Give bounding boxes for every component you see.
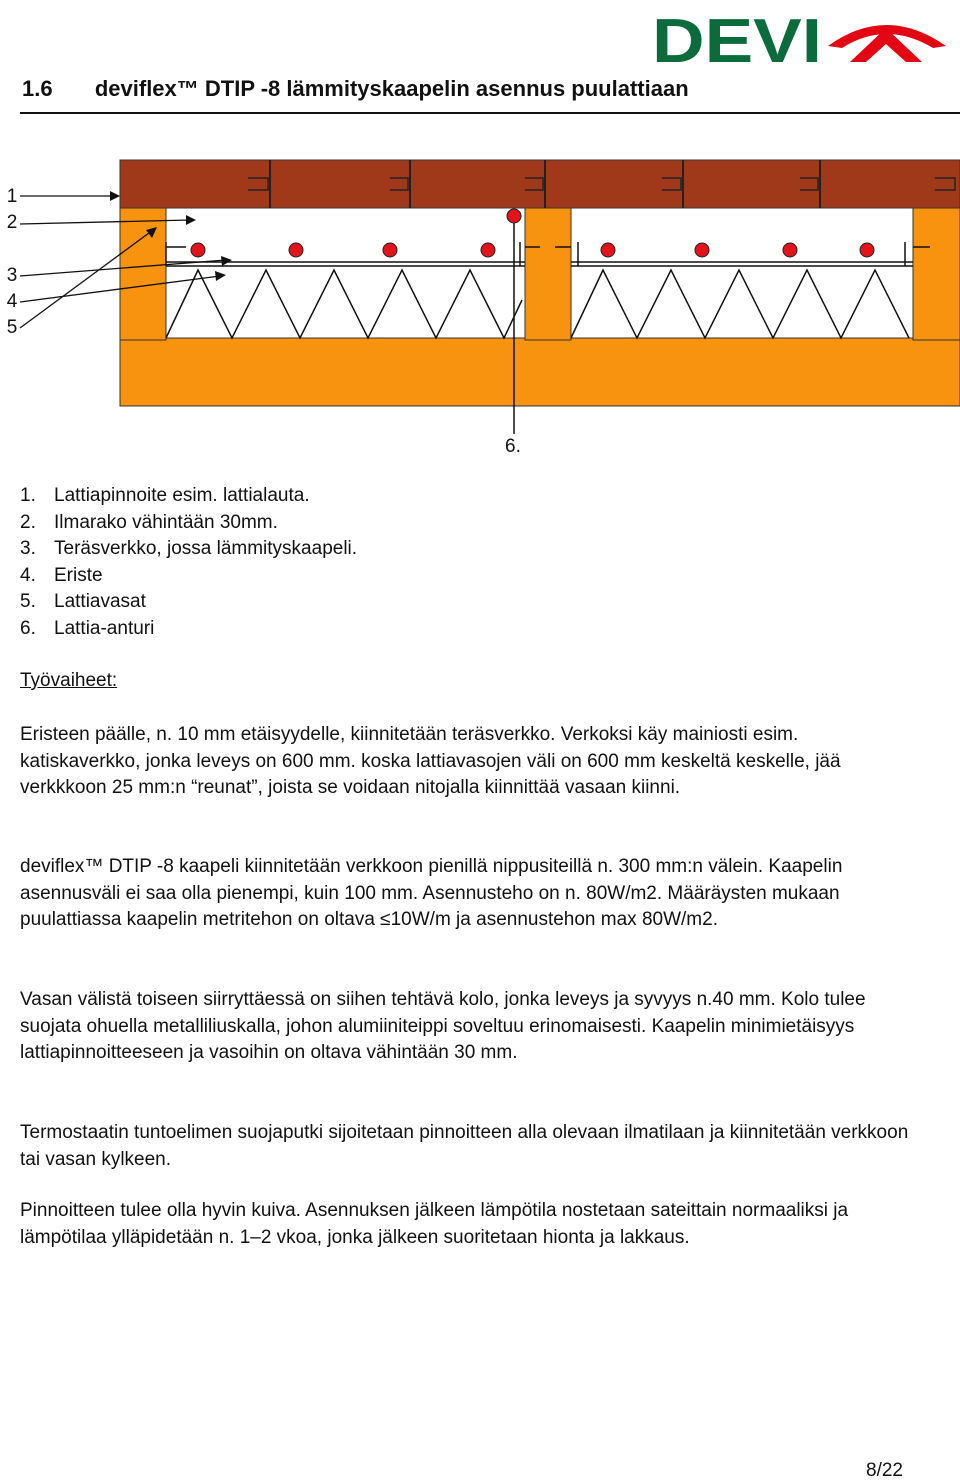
diagram-svg: [0, 150, 960, 470]
layer-label-4: 4: [6, 291, 18, 312]
joist-middle: [525, 208, 571, 340]
cable-dot-icon: [191, 243, 205, 257]
arrow-icon: [110, 191, 120, 201]
cable-dot-icon: [601, 243, 615, 257]
paragraph-3: Vasan välistä toiseen siirryttäessä on siihen tehtävä kolo, jonka leveys ja syvyys n.40 mm. Kolo tulee suojata ohuella metalliliuskalla, johon alumiiniteippi soveltuu erinomaisesti. Kaapelin minimietäisyys lattiapinnoitteeseen ja vasoihin on oltava vähintään 30 mm.: [20, 989, 866, 1063]
paragraph-4: Termostaatin tuntoelimen suojaputki sijoitetaan pinnoitteen alla olevaan ilmatilaan ja kiinnitetään verkkoon tai vasan kylkeen.: [20, 1122, 909, 1170]
floor-cross-section-diagram: [0, 150, 960, 470]
layer-label-5: 5: [6, 317, 18, 338]
page-number: 8/22: [866, 1460, 903, 1481]
legend-item: 1. Lattiapinnoite esim. lattialauta.: [20, 485, 310, 506]
section-number: 1.6: [22, 76, 53, 101]
joist-left: [120, 208, 166, 340]
devi-logo-graphic: [650, 8, 950, 68]
work-steps-heading: Työvaiheet:: [20, 670, 118, 691]
title-underline: [20, 112, 960, 114]
layer-label-2: 2: [6, 212, 18, 233]
paragraph-2: deviflex™ DTIP -8 kaapeli kiinnitetään verkkoon pienillä nippusiteillä n. 300 mm:n välein. Kaapelin asennusväli ei saa olla pienempi, kuin 100 mm. Asennusteho on n. 80W/m2. Määräysten mukaan puulattiassa kaapelin metritehon on oltava ≤10W/m ja asennustehon max 80W/m2.: [20, 856, 843, 930]
sensor-dot-icon: [507, 209, 521, 223]
insulation-zigzag-right: [571, 270, 909, 338]
cable-dot-icon: [860, 243, 874, 257]
paragraph-1: Eristeen päälle, n. 10 mm etäisyydelle, kiinnitetään teräsverkko. Verkoksi käy mainiosti esim. katiskaverkko, jonka leveys on 600 mm. koska lattiavasojen väli on 600 mm keskeltä keskelle, jää verkkkoon 25 mm:n “reunat”, joista se voidaan nitojalla kiinnittää vasaan kiinni.: [20, 724, 841, 798]
section-title-text: deviflex™ DTIP -8 lämmityskaapelin asennus puulattiaan: [94, 76, 689, 101]
legend-item: 6. Lattia-anturi: [20, 617, 155, 639]
arrow-icon: [186, 215, 196, 225]
logo-text: DEVI: [652, 8, 822, 68]
joist-right: [913, 208, 960, 340]
floorboards: [120, 160, 960, 208]
insulation-zigzag-left: [166, 270, 522, 338]
legend-item: 4. Eriste: [20, 564, 103, 586]
layer-label-3: 3: [6, 265, 18, 286]
cable-dot-icon: [695, 243, 709, 257]
arrow-icon: [215, 271, 226, 281]
cable-dot-icon: [783, 243, 797, 257]
sensor-label: 6.: [505, 436, 521, 457]
floorboard-layer: [120, 160, 960, 208]
arrow-icon: [221, 256, 232, 266]
legend-list: [20, 483, 357, 642]
devi-logo: [650, 8, 950, 68]
cable-dot-icon: [289, 243, 303, 257]
legend-item: 2. Ilmarako vähintään 30mm.: [20, 511, 278, 533]
layer-label-1: 1: [6, 186, 18, 207]
legend-item: 5. Lattiavasat: [20, 591, 146, 612]
legend-item: 3. Teräsverkko, jossa lämmityskaapeli.: [20, 538, 358, 559]
bottom-joist: [120, 338, 960, 406]
section-title: [22, 76, 689, 102]
cable-dot-icon: [481, 243, 495, 257]
paragraph-5: Pinnoitteen tulee olla hyvin kuiva. Asennuksen jälkeen lämpötila nostetaan sateittain normaaliksi ja lämpötilaa ylläpidetään n. 1–2 vkoa, jonka jälkeen suoritetaan hionta ja lakkaus.: [20, 1200, 849, 1248]
cable-dot-icon: [383, 243, 397, 257]
